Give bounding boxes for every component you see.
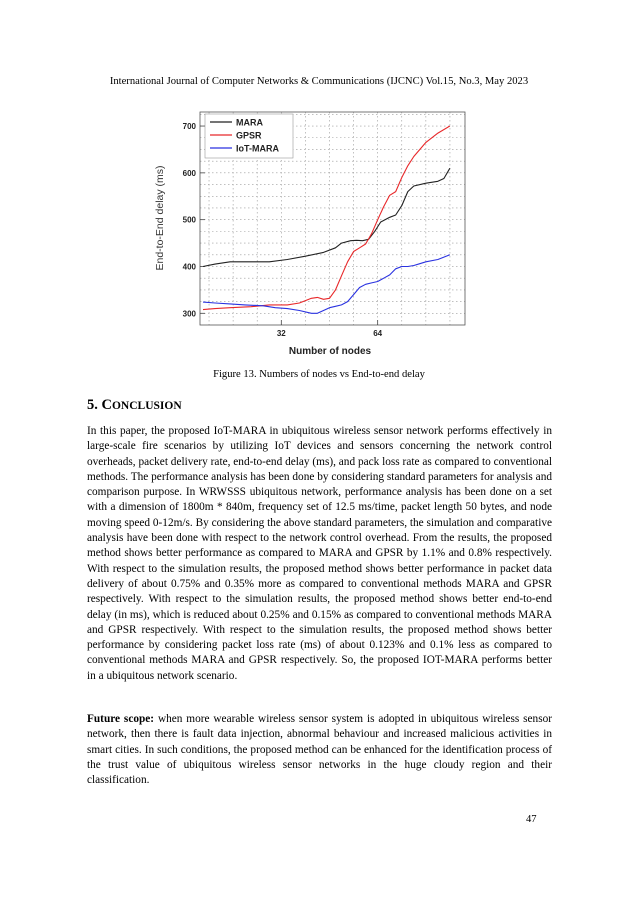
future-scope-label: Future scope:	[87, 713, 155, 725]
legend	[205, 114, 293, 158]
y-tick-label: 700	[182, 122, 196, 132]
x-tick-label: 64	[373, 329, 383, 338]
running-header: International Journal of Computer Networks & Communications (IJCNC) Vol.15, No.3, May 2023	[109, 76, 529, 87]
series-line-mara	[203, 168, 450, 266]
y-tick-label: 500	[182, 215, 196, 225]
y-tick-label: 400	[182, 262, 196, 272]
future-scope-text: when more wearable wireless sensor system is adopted in ubiquitous wireless sensor network, then there is fault data injection, abnormal behaviour and increased malicious activities in smart cities. In such conditions, the proposed method can be enhanced for the identification process of the trust value of ubiquitous wireless sensor networks in the huge cloudy region and their classification.	[87, 713, 553, 787]
figure-caption: Figure 13. Numbers of nodes vs End-to-end delay	[213, 369, 425, 380]
y-axis-label: End-to-End delay (ms)	[154, 165, 166, 271]
legend-label-iot-mara: IoT-MARA	[236, 143, 279, 154]
x-axis-label: Number of nodes	[288, 346, 372, 357]
y-tick-label: 300	[182, 309, 196, 319]
legend-label-mara: MARA	[236, 117, 263, 128]
x-tick-label: 32	[276, 329, 286, 338]
conclusion-paragraph: In this paper, the proposed IoT-MARA in ubiquitous wireless sensor network performs effectively in large-scale fire scenarios by utilizing IoT devices and sensors concerning the network control overheads, packet delivery rate, end-to-end delay (ms), and pack loss rate as compared to conventional methods. The performance analysis has been done by considering standard parameters for analysis and comparison purpose. In WRWSSS ubiquitous network, performance analysis has been done on a set with a dimension of 1800m * 840m, frequency set of 12.5 ms/time, packet length 50 bytes, and node moving speed 0-12m/s. By considering the above standard parameters, the simulation and comparative analysis have been done with respect to the network control overhead. From the results, the proposed method shows better performance as compared to MARA and GPSR by 1.1% and 0.8% respectively. With respect to the simulation results, the proposed method shows better performance in packet data delivery of about 0.75% and 0.35% more as compared to conventional methods MARA and GPSR respectively. With respect to the simulation results, the proposed method shows better end-to-end delay (in ms), which is reduced about 0.25% and 0.15% as compared to conventional methods MARA and GPSR respectively. With respect to the simulation results, the proposed method shows better performance by considering packet loss rate (ms) of about 0.123% and 0.1% less as compared to conventional methods MARA and GPSR respectively. So, the proposed IOT-MARA performs better in a ubiquitous network scenario.	[87, 425, 552, 682]
section-number: 5.	[87, 397, 98, 413]
section-title-initial: C	[101, 397, 112, 413]
delay-chart	[150, 100, 480, 360]
legend-label-gpsr: GPSR	[236, 130, 262, 141]
series-line-iot-mara	[203, 255, 450, 313]
figure-13	[150, 100, 480, 360]
page-number: 47	[526, 814, 537, 825]
section-title-rest: ONCLUSION	[111, 400, 182, 412]
future-scope-paragraph	[87, 712, 552, 788]
y-tick-label: 600	[182, 168, 196, 178]
section-heading-conclusion	[87, 397, 182, 414]
